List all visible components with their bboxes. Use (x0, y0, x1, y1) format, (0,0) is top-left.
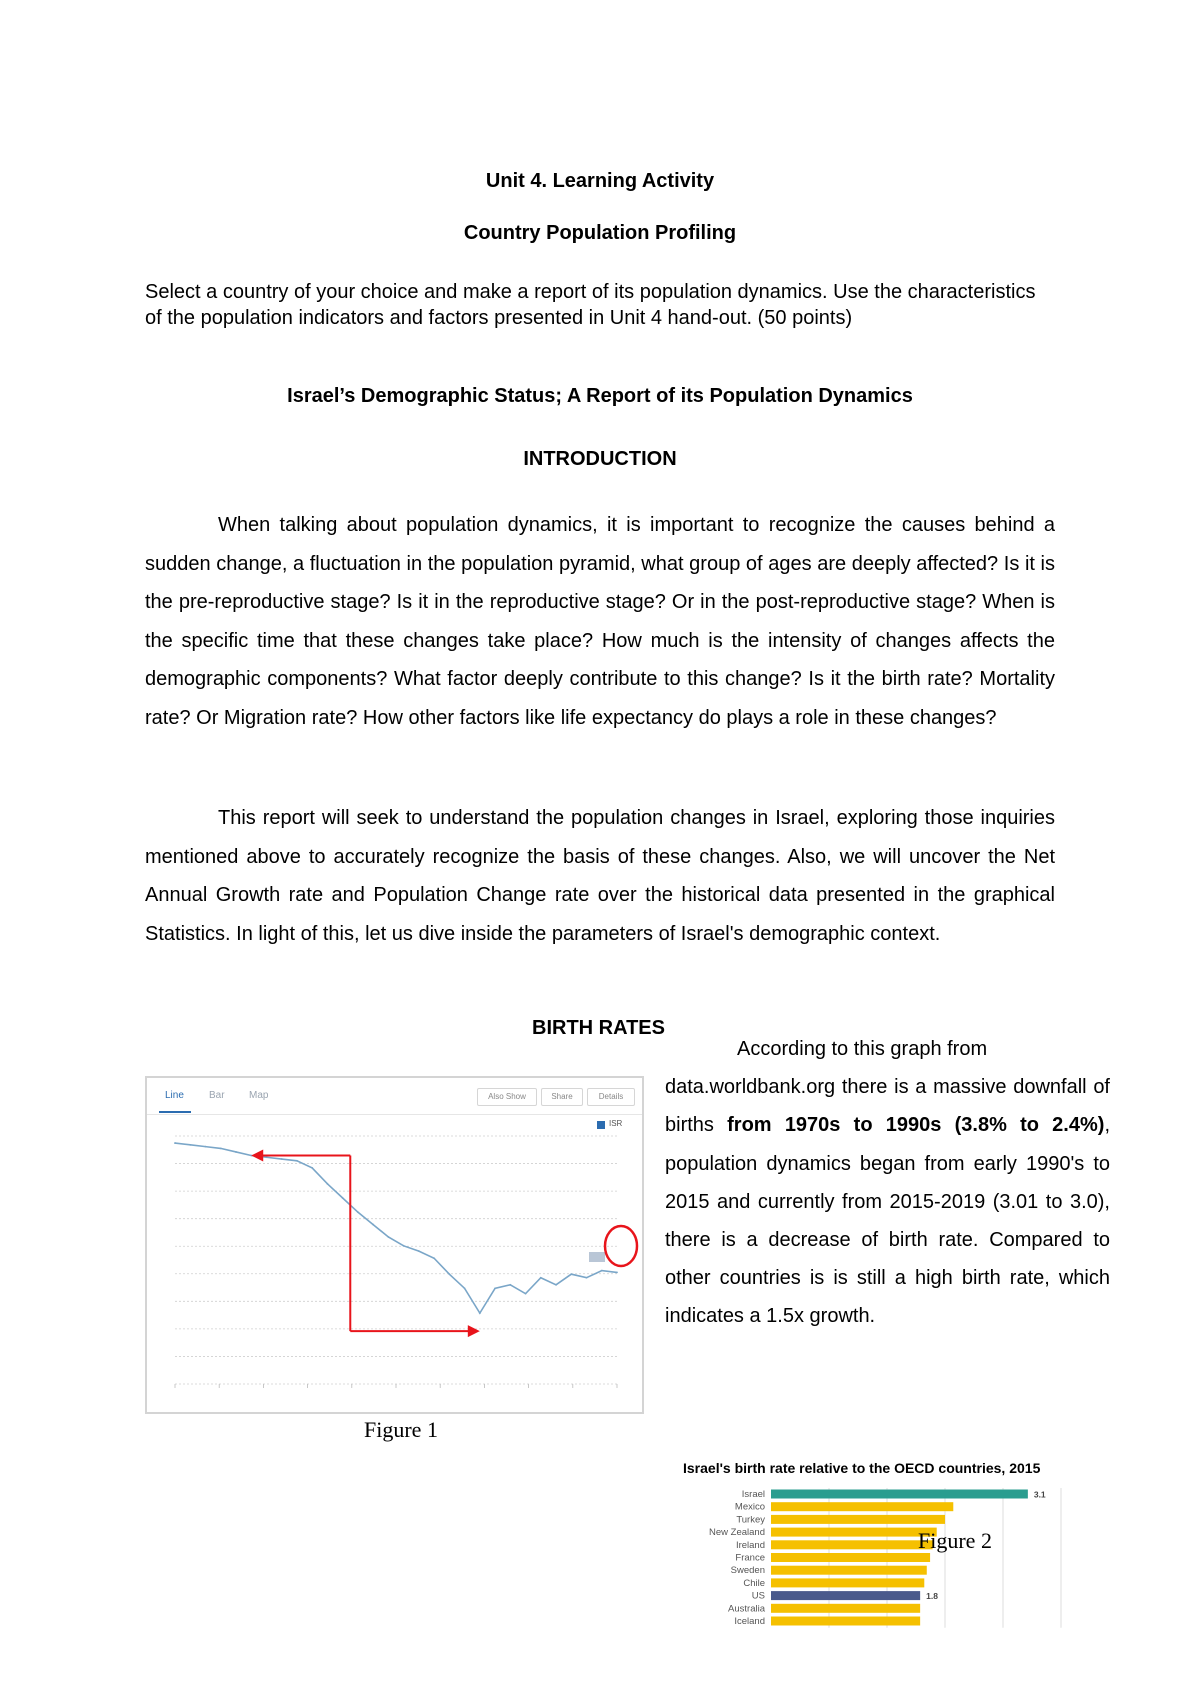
tab-line[interactable]: Line (165, 1090, 184, 1101)
data-point (601, 1270, 603, 1272)
share-button[interactable]: Share (541, 1088, 583, 1106)
birth-rates-heading: BIRTH RATES (532, 1017, 665, 1039)
bar-chart (683, 1488, 1113, 1638)
data-point (616, 1272, 618, 1274)
data-point (372, 1224, 374, 1226)
tab-map[interactable]: Map (249, 1090, 269, 1101)
category-label: New Zealand (709, 1527, 765, 1539)
figure-2-caption: Figure 2 (918, 1528, 992, 1553)
data-point (509, 1284, 511, 1286)
bar (771, 1604, 920, 1613)
data-point (586, 1277, 588, 1279)
birth-rates-text-a: data.worldbank.org there is a massive downfall of births (665, 1076, 1110, 1137)
data-point (448, 1273, 450, 1275)
unit-title: Unit 4. Learning Activity (485, 170, 715, 192)
data-point (174, 1142, 176, 1144)
instructions-text: Select a country of your choice and make a report of its population dynamics. Use the characteristics of the population indicators and factors presented in Unit 4 hand-out. (50 points) (145, 281, 1036, 329)
data-point (235, 1151, 237, 1153)
birth-rates-lead: According to this graph from (737, 1038, 988, 1060)
bar (771, 1490, 1028, 1499)
data-label: 1.8 (926, 1591, 938, 1602)
category-label: Israel (741, 1489, 765, 1500)
category-label: Chile (743, 1577, 765, 1589)
data-point (189, 1144, 191, 1146)
data-point (311, 1167, 313, 1169)
data-point (387, 1236, 389, 1238)
line-chart (147, 1078, 642, 1412)
bar (771, 1553, 930, 1562)
data-point (357, 1211, 359, 1213)
tooltip-marker (589, 1252, 605, 1262)
data-point (220, 1148, 222, 1150)
category-label: Australia (728, 1603, 765, 1615)
data-point (296, 1160, 298, 1162)
bar (771, 1502, 953, 1511)
introduction-heading: INTRODUCTION (523, 448, 677, 470)
introduction-paragraph-2: This report will seek to understand the population changes in Israel, exploring those inquiries mentioned above to accurately recognize the basis of these changes. Also, we will uncover the Net Annual Growth rate and Population Change rate over the historical data presented in the graphical Statistics. In light of this, let us dive inside the parameters of Israel's demographic context. (145, 807, 1055, 945)
data-point (205, 1146, 207, 1148)
figure-1-screenshot (145, 1076, 644, 1414)
data-point (540, 1277, 542, 1279)
birth-rates-bold: from 1970s to 1990s (3.8% to 2.4%) (727, 1114, 1105, 1137)
report-title: Israel’s Demographic Status; A Report of its Population Dynamics (287, 385, 913, 407)
category-label: Mexico (734, 1501, 765, 1513)
data-point (494, 1287, 496, 1289)
category-label: Sweden (730, 1565, 765, 1577)
details-button[interactable]: Details (587, 1088, 635, 1106)
figure-2-title: Israel's birth rate relative to the OECD countries, 2015 (683, 1460, 1041, 1476)
bar (771, 1566, 927, 1575)
series-checkbox-label: ISR (609, 1119, 623, 1128)
category-label: France (735, 1552, 765, 1564)
data-point (266, 1156, 268, 1158)
category-label: Turkey (736, 1514, 765, 1526)
category-label: US (751, 1590, 765, 1602)
data-point (570, 1273, 572, 1275)
highlight-circle (605, 1226, 637, 1266)
bar (771, 1540, 933, 1549)
data-point (327, 1183, 329, 1185)
also-show-button[interactable]: Also Show (477, 1088, 537, 1106)
category-label: Ireland (735, 1539, 765, 1551)
data-label: 3.1 (1033, 1489, 1046, 1500)
data-point (479, 1312, 481, 1314)
data-point (342, 1197, 344, 1199)
activity-title: Country Population Profiling (463, 222, 737, 244)
bar (771, 1515, 945, 1524)
bar (771, 1528, 937, 1537)
data-point (464, 1287, 466, 1289)
data-point (433, 1257, 435, 1259)
data-point (555, 1284, 557, 1286)
data-point (525, 1293, 527, 1295)
birth-rates-text-b: , population dynamics began from early 1990's to 2015 and currently from 2015-2019 (3.01 to 3.0), there is a decrease of birth rate. Compared to other countries is is still a high birth rate, which indicates a 1.5x growth. (665, 1114, 1110, 1328)
bar (771, 1617, 920, 1626)
tab-bar[interactable]: Bar (209, 1090, 225, 1101)
introduction-paragraph-1: When talking about population dynamics, it is important to recognize the causes behind a sudden change, a fluctuation in the population pyramid, what group of ages are deeply affected? Is it is the pre-reproductive stage? Is it in the reproductive stage? Or in the post-reproductive stage? When is the specific time that these changes take place? How much is the intensity of changes affects the demographic components? What factor deeply contribute to this change? Is it the birth rate? Mortality rate? Or Migration rate? How other factors like life expectancy do plays a role in these changes? (145, 514, 1055, 729)
data-point (418, 1250, 420, 1252)
category-label: Iceland (734, 1616, 765, 1627)
series-line-isr (175, 1143, 617, 1313)
arrowhead-icon (468, 1325, 480, 1337)
bar (771, 1591, 920, 1600)
figure-1-caption: Figure 1 (364, 1417, 438, 1442)
data-point (403, 1245, 405, 1247)
birth-rates-paragraph (665, 1030, 1110, 1336)
data-point (281, 1158, 283, 1160)
bar (771, 1578, 924, 1587)
arrowhead-icon (251, 1149, 263, 1161)
